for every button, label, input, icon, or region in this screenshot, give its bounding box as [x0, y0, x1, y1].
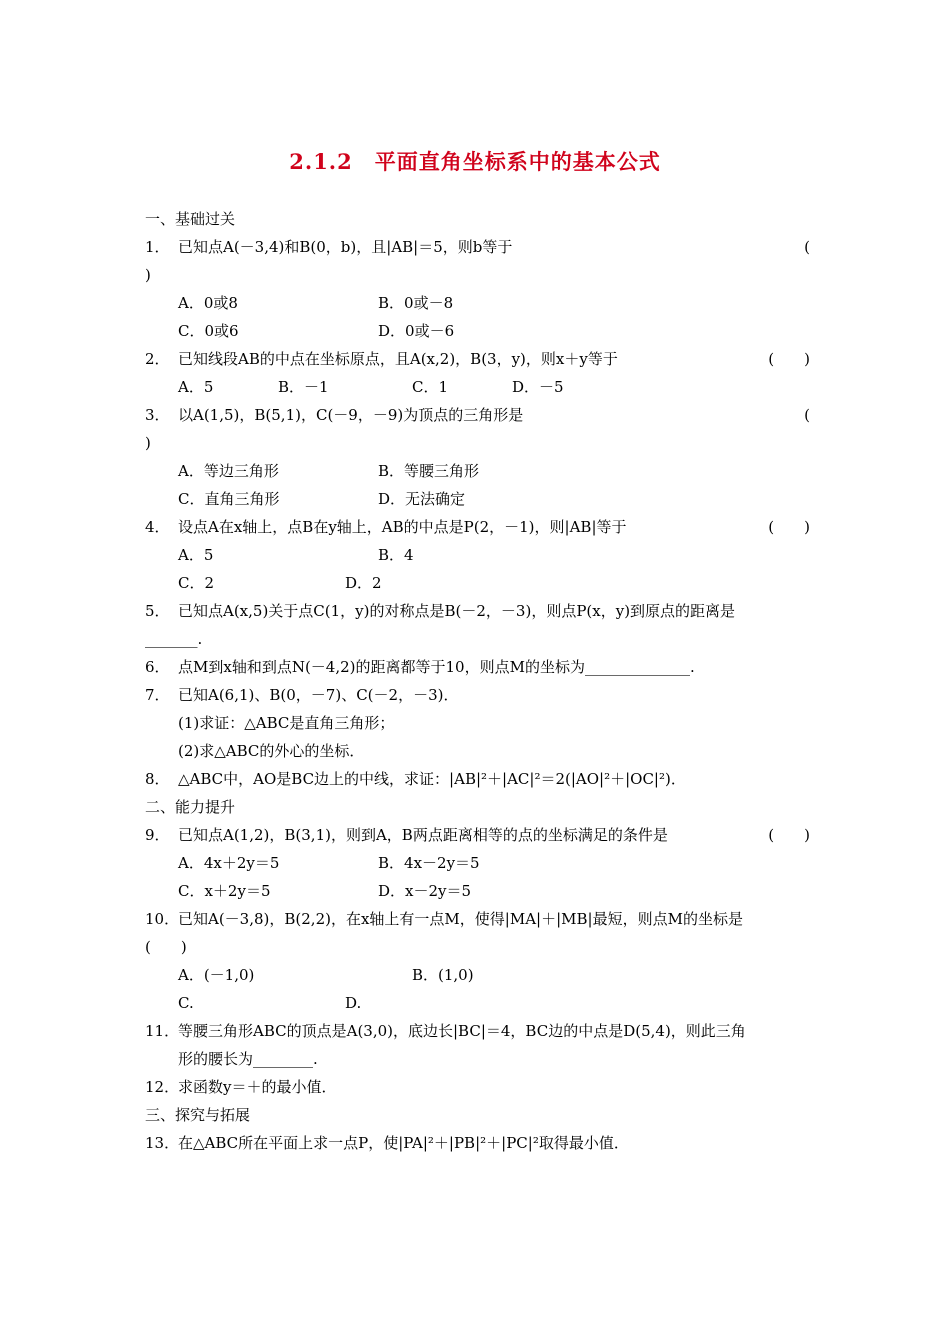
option-d: D．0或－6 — [378, 322, 455, 340]
option-a: A．5 — [178, 546, 214, 564]
question-4-options-ab — [145, 541, 810, 569]
question-list — [145, 205, 810, 1157]
question-9-options-cd — [145, 877, 810, 905]
option-d: D．2 — [345, 574, 382, 592]
question-1-options-cd — [145, 317, 810, 345]
question-2: 2． 已知线段AB的中点在坐标原点，且A(x,2)，B(3，y)，则x＋y等于 ( ) — [145, 345, 810, 373]
question-5-blank: _______. — [145, 630, 203, 648]
option-a: A．5 — [178, 378, 214, 396]
option-a: A．等边三角形 — [178, 462, 279, 480]
option-a: A．(－1,0) — [178, 966, 255, 984]
question-9-options-ab — [145, 849, 810, 877]
question-10-options-cd — [145, 989, 810, 1017]
question-11: 11．等腰三角形ABC的顶点是A(3,0)，底边长|BC|＝4，BC边的中点是D(5,4)，则此三角 — [145, 1022, 746, 1040]
option-c: C．x＋2y＝5 — [178, 882, 271, 900]
question-13: 13．在△ABC所在平面上求一点P，使|PA|²＋|PB|²＋|PC|²取得最小值． — [145, 1134, 629, 1152]
question-6: 6． 点M到x轴和到点N(－4,2)的距离都等于10，则点M的坐标为______________. — [145, 658, 695, 676]
option-c: C．直角三角形 — [178, 490, 280, 508]
option-c: C．0或6 — [178, 322, 239, 340]
option-d: D．－5 — [512, 378, 564, 396]
question-10-options-ab — [145, 961, 810, 989]
question-7-part-2: (2)求△ABC的外心的坐标． — [178, 742, 365, 760]
question-10: 10．已知A(－3,8)，B(2,2)，在x轴上有一点M，使得|MA|＋|MB|最短，则点M的坐标是 — [145, 910, 743, 928]
option-b: B．0或－8 — [378, 294, 454, 312]
question-4: 4． 设点A在x轴上，点B在y轴上，AB的中点是P(2，－1)，则|AB|等于 ( ) — [145, 513, 810, 541]
answer-bracket: ( ) — [768, 826, 810, 844]
section-heading: 一、基础过关 — [145, 210, 236, 228]
question-3: 3． 以A(1,5)，B(5,1)，C(－9，－9)为顶点的三角形是 ( — [145, 401, 810, 429]
question-9: 9． 已知点A(1,2)，B(3,1)，则到A，B两点距离相等的点的坐标满足的条件是 ( ) — [145, 821, 810, 849]
option-c: C．2 — [178, 574, 215, 592]
option-b: B．等腰三角形 — [378, 462, 480, 480]
answer-bracket: ( ) — [768, 518, 810, 536]
question-8: 8． △ABC中，AO是BC边上的中线，求证：|AB|²＋|AC|²＝2(|AO|²＋|OC|²)． — [145, 770, 686, 788]
question-2-options — [145, 373, 810, 401]
question-3-bracket-close: ) — [145, 434, 151, 452]
question-7-part-1: (1)求证：△ABC是直角三角形； — [178, 714, 395, 732]
section-heading: 三、探究与拓展 — [145, 1106, 251, 1124]
option-b: B．(1,0) — [412, 966, 474, 984]
question-3-options-ab — [145, 457, 810, 485]
option-b: B．－1 — [278, 378, 329, 396]
question-11-continued: 形的腰长为________. — [178, 1050, 318, 1068]
question-4-options-cd — [145, 569, 810, 597]
section-heading: 二、能力提升 — [145, 798, 236, 816]
answer-bracket: ( ) — [768, 350, 810, 368]
option-c: C. — [178, 994, 194, 1012]
option-d: D．无法确定 — [378, 490, 466, 508]
question-1-bracket-close: ) — [145, 266, 151, 284]
answer-bracket: ( — [804, 238, 810, 256]
option-a: A．0或8 — [178, 294, 238, 312]
option-a: A．4x＋2y＝5 — [178, 854, 280, 872]
option-d: D．x－2y＝5 — [378, 882, 472, 900]
question-12: 12．求函数y＝＋的最小值． — [145, 1078, 337, 1096]
option-b: B．4 — [378, 546, 414, 564]
page-title: 2.1.2 平面直角坐标系中的基本公式 — [289, 149, 661, 174]
question-10-bracket: ( ) — [145, 938, 187, 956]
option-c: C．1 — [412, 378, 449, 396]
question-1-options-ab — [145, 289, 810, 317]
option-b: B．4x－2y＝5 — [378, 854, 480, 872]
question-3-options-cd — [145, 485, 810, 513]
question-1: 1． 已知点A(－3,4)和B(0，b)，且|AB|＝5，则b等于 ( — [145, 233, 810, 261]
question-7: 7． 已知A(6,1)、B(0，－7)、C(－2，－3)． — [145, 686, 459, 704]
question-5: 5． 已知点A(x,5)关于点C(1，y)的对称点是B(－2，－3)，则点P(x，y)到原点的距离是 — [145, 602, 736, 620]
answer-bracket: ( — [804, 406, 810, 424]
option-d: D. — [345, 994, 362, 1012]
